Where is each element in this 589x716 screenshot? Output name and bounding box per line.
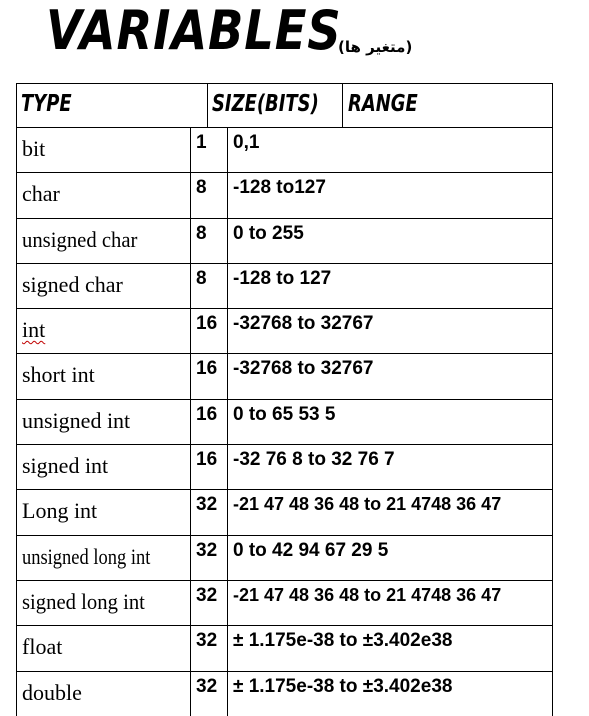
type-cell: short int [17, 354, 191, 398]
variables-table [16, 127, 553, 716]
header-type: TYPE [21, 91, 72, 117]
type-cell: bit [17, 128, 191, 172]
table-row [17, 580, 552, 625]
type-cell: Long int [17, 490, 191, 534]
range-cell: -32768 to 32767 [233, 358, 374, 380]
header-size: SIZE(BITS) [212, 91, 319, 117]
size-cell: 8 [191, 264, 228, 308]
type-cell: unsigned int [17, 400, 191, 444]
size-cell: 16 [191, 400, 228, 444]
type-cell: char [17, 173, 191, 217]
size-cell: 32 [191, 626, 228, 670]
range-cell: -128 to 127 [233, 267, 332, 289]
range-cell: 0 to 255 [233, 222, 304, 244]
size-cell: 32 [191, 672, 228, 716]
range-cell: ± 1.175e-38 to ±3.402e38 [233, 675, 453, 697]
header-divider [207, 84, 208, 127]
size-cell: 32 [191, 490, 228, 534]
table-row [17, 308, 552, 353]
range-cell: -32768 to 32767 [233, 313, 374, 335]
page-subtitle: (متغیر ها) [338, 38, 413, 56]
type-cell: unsigned char [17, 219, 191, 263]
type-cell: int [17, 309, 191, 353]
size-cell: 8 [191, 219, 228, 263]
header-range: RANGE [348, 91, 418, 117]
header-divider [342, 84, 343, 127]
table-row [17, 172, 552, 217]
table-row [17, 671, 552, 716]
table-row [17, 263, 552, 308]
range-cell: -32 76 8 to 32 76 7 [233, 449, 395, 471]
table-row [17, 218, 552, 263]
range-cell: -21 47 48 36 48 to 21 4748 36 47 [233, 494, 502, 515]
range-cell: ± 1.175e-38 to ±3.402e38 [233, 630, 453, 652]
size-cell: 16 [191, 354, 228, 398]
range-cell: 0 to 65 53 5 [233, 403, 336, 425]
range-cell: -128 to127 [233, 177, 326, 199]
range-cell: -21 47 48 36 48 to 21 4748 36 47 [233, 584, 502, 605]
table-row [17, 127, 552, 172]
table-header [16, 83, 553, 127]
size-cell: 8 [191, 173, 228, 217]
size-cell: 32 [191, 536, 228, 580]
type-cell: signed int [17, 445, 191, 489]
table-row [17, 353, 552, 398]
size-cell: 32 [191, 581, 228, 625]
type-cell: unsigned long int [17, 536, 191, 580]
table-row [17, 535, 552, 580]
size-cell: 1 [191, 128, 228, 172]
type-cell: double [17, 672, 191, 716]
type-cell: float [17, 626, 191, 670]
range-cell: 0 to 42 94 67 29 5 [233, 539, 389, 561]
page-title: VARIABLES [46, 0, 342, 62]
table-row [17, 489, 552, 534]
size-cell: 16 [191, 309, 228, 353]
type-cell: signed char [17, 264, 191, 308]
type-cell: signed long int [17, 581, 191, 625]
size-cell: 16 [191, 445, 228, 489]
table-row [17, 444, 552, 489]
table-row [17, 625, 552, 670]
table-row [17, 399, 552, 444]
range-cell: 0,1 [233, 132, 260, 153]
